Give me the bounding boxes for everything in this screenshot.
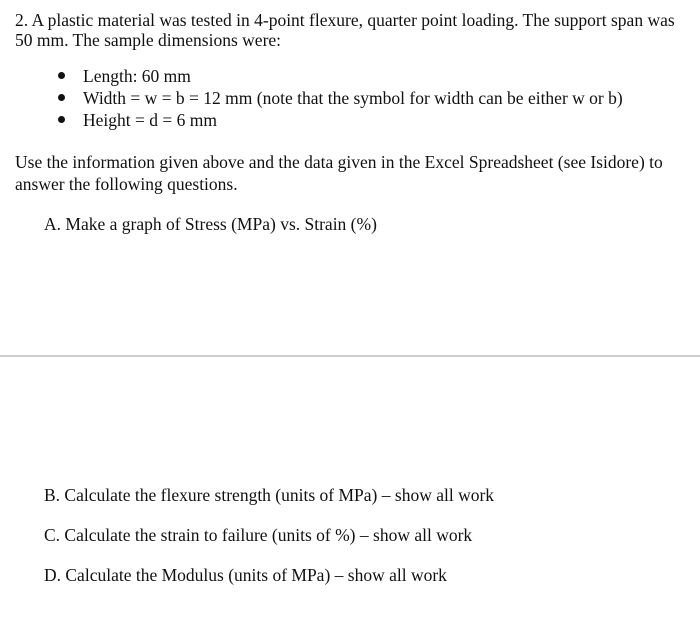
question-a: A. Make a graph of Stress (MPa) vs. Strain (%) (44, 214, 377, 234)
question-b: B. Calculate the flexure strength (units of MPa) – show all work (44, 485, 495, 505)
bullet-icon (58, 94, 65, 101)
bullet-icon (58, 116, 65, 123)
bullet-height: Height = d = 6 mm (83, 110, 217, 130)
page-divider (0, 355, 700, 357)
bullet-width: Width = w = b = 12 mm (note that the symbol for width can be either w or b) (83, 88, 623, 108)
question-d: D. Calculate the Modulus (units of MPa) – show all work (44, 565, 447, 585)
instructions-line-1: Use the information given above and the data given in the Excel Spreadsheet (see Isidore) to (15, 152, 663, 172)
problem-intro-line-1: 2. A plastic material was tested in 4-point flexure, quarter point loading. The support span was (15, 10, 675, 30)
instructions-line-2: answer the following questions. (15, 174, 238, 194)
bullet-icon (58, 72, 65, 79)
problem-intro-line-2: 50 mm. The sample dimensions were: (15, 30, 282, 50)
bullet-length: Length: 60 mm (83, 66, 191, 86)
question-c: C. Calculate the strain to failure (units of %) – show all work (44, 525, 473, 545)
